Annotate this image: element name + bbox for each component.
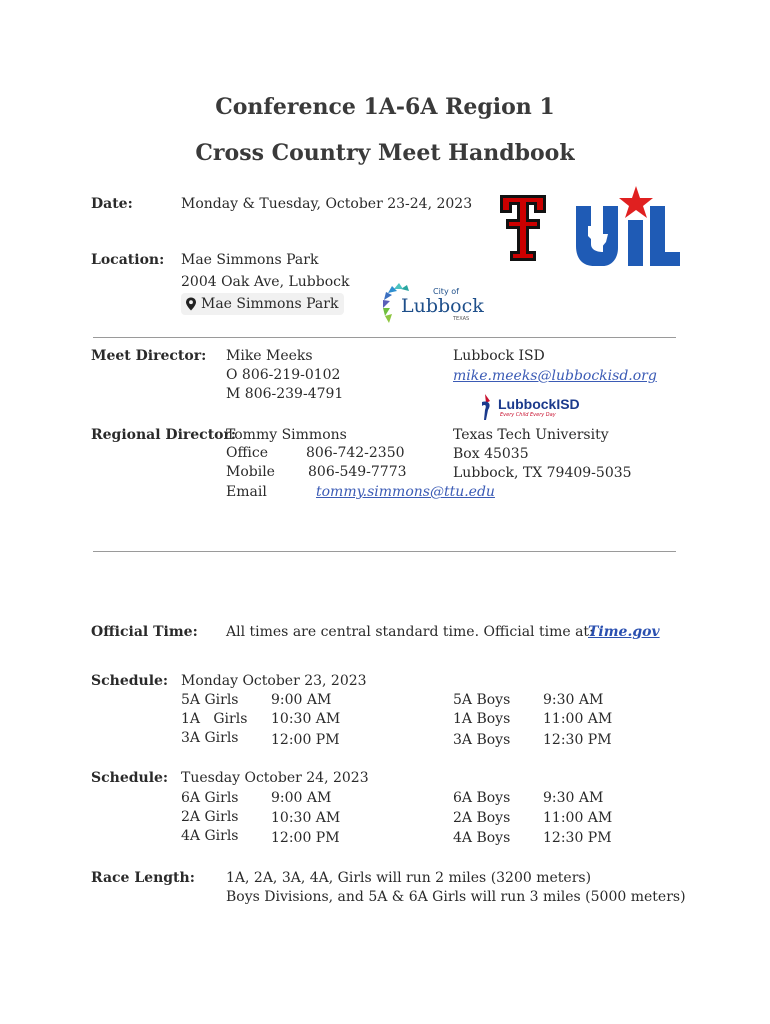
- meet-director-org: Lubbock ISD: [453, 348, 545, 364]
- schedule-division: 3A Girls: [181, 730, 239, 746]
- map-location-chip[interactable]: [181, 293, 344, 315]
- regional-office-phone: 806-742-2350: [306, 445, 405, 461]
- schedule-division: 1A Girls: [181, 711, 248, 727]
- location-label: Location:: [91, 252, 165, 268]
- regional-email-label: Email: [226, 484, 267, 500]
- regional-email-link[interactable]: tommy.simmons@ttu.edu: [316, 484, 495, 500]
- schedule-time: 12:00 PM: [271, 830, 340, 846]
- schedule-time: 9:30 AM: [543, 692, 604, 708]
- schedule-division: 5A Boys: [453, 692, 511, 708]
- schedule-monday-day: Monday October 23, 2023: [181, 673, 367, 689]
- schedule-tuesday-day: Tuesday October 24, 2023: [181, 770, 369, 786]
- date-value: Monday & Tuesday, October 23-24, 2023: [181, 196, 473, 212]
- texas-tech-logo: [498, 193, 548, 263]
- schedule-time: 11:00 AM: [543, 711, 613, 727]
- schedule-time: 9:30 AM: [543, 790, 604, 806]
- city-logo-sub: TEXAS: [453, 316, 470, 322]
- schedule-division: 1A Boys: [453, 711, 511, 727]
- title-line-2: Cross Country Meet Handbook: [195, 140, 575, 166]
- official-time-text: All times are central standard time. Official time at:: [226, 624, 594, 640]
- uil-logo: [574, 186, 686, 266]
- lubbock-isd-logo: [480, 392, 590, 422]
- schedule-division: 2A Girls: [181, 809, 239, 825]
- map-chip-label: Mae Simmons Park: [201, 296, 339, 312]
- divider-2: [93, 551, 676, 552]
- lisd-logo-name: LubbockISD: [498, 396, 580, 412]
- schedule-time: 12:00 PM: [271, 732, 340, 748]
- location-name: Mae Simmons Park: [181, 252, 319, 268]
- meet-director-office: O 806-219-0102: [226, 367, 341, 383]
- official-time-label: Official Time:: [91, 624, 198, 640]
- schedule-monday-label: Schedule:: [91, 673, 169, 689]
- schedule-time: 10:30 AM: [271, 711, 341, 727]
- regional-city: Lubbock, TX 79409-5035: [453, 465, 632, 481]
- race-length-line-2: Boys Divisions, and 5A & 6A Girls will run 3 miles (5000 meters): [226, 889, 686, 905]
- race-length-line-1: 1A, 2A, 3A, 4A, Girls will run 2 miles (3200 meters): [226, 870, 592, 886]
- city-logo-small: City of: [433, 287, 459, 296]
- city-logo-name: Lubbock: [401, 295, 484, 317]
- title-line-1: Conference 1A-6A Region 1: [215, 94, 555, 120]
- schedule-division: 5A Girls: [181, 692, 239, 708]
- race-length-label: Race Length:: [91, 870, 195, 886]
- regional-org: Texas Tech University: [453, 427, 609, 443]
- schedule-time: 9:00 AM: [271, 692, 332, 708]
- schedule-division: 2A Boys: [453, 810, 511, 826]
- schedule-division: 4A Boys: [453, 830, 511, 846]
- meet-director-label: Meet Director:: [91, 348, 207, 364]
- schedule-time: 12:30 PM: [543, 732, 612, 748]
- map-pin-icon: [185, 297, 197, 311]
- city-of-lubbock-logo: [383, 283, 484, 325]
- regional-mobile-phone: 806-549-7773: [308, 464, 407, 480]
- schedule-tuesday-label: Schedule:: [91, 770, 169, 786]
- schedule-division: 4A Girls: [181, 828, 239, 844]
- meet-director-email-link[interactable]: mike.meeks@lubbockisd.org: [453, 368, 657, 384]
- location-address: 2004 Oak Ave, Lubbock: [181, 274, 350, 290]
- regional-box: Box 45035: [453, 446, 529, 462]
- regional-director-label: Regional Director:: [91, 427, 237, 443]
- schedule-division: 6A Boys: [453, 790, 511, 806]
- regional-director-name: Tommy Simmons: [226, 427, 347, 443]
- lisd-logo-tagline: Every Child Every Day: [500, 412, 556, 418]
- meet-director-mobile: M 806-239-4791: [226, 386, 344, 402]
- date-label: Date:: [91, 196, 133, 212]
- divider-1: [93, 337, 676, 338]
- schedule-time: 10:30 AM: [271, 810, 341, 826]
- schedule-division: 3A Boys: [453, 732, 511, 748]
- regional-mobile-label: Mobile: [226, 464, 275, 480]
- schedule-time: 9:00 AM: [271, 790, 332, 806]
- time-gov-link[interactable]: Time.gov: [588, 624, 660, 640]
- regional-office-label: Office: [226, 445, 269, 461]
- meet-director-name: Mike Meeks: [226, 348, 313, 364]
- schedule-time: 12:30 PM: [543, 830, 612, 846]
- schedule-division: 6A Girls: [181, 790, 239, 806]
- schedule-time: 11:00 AM: [543, 810, 613, 826]
